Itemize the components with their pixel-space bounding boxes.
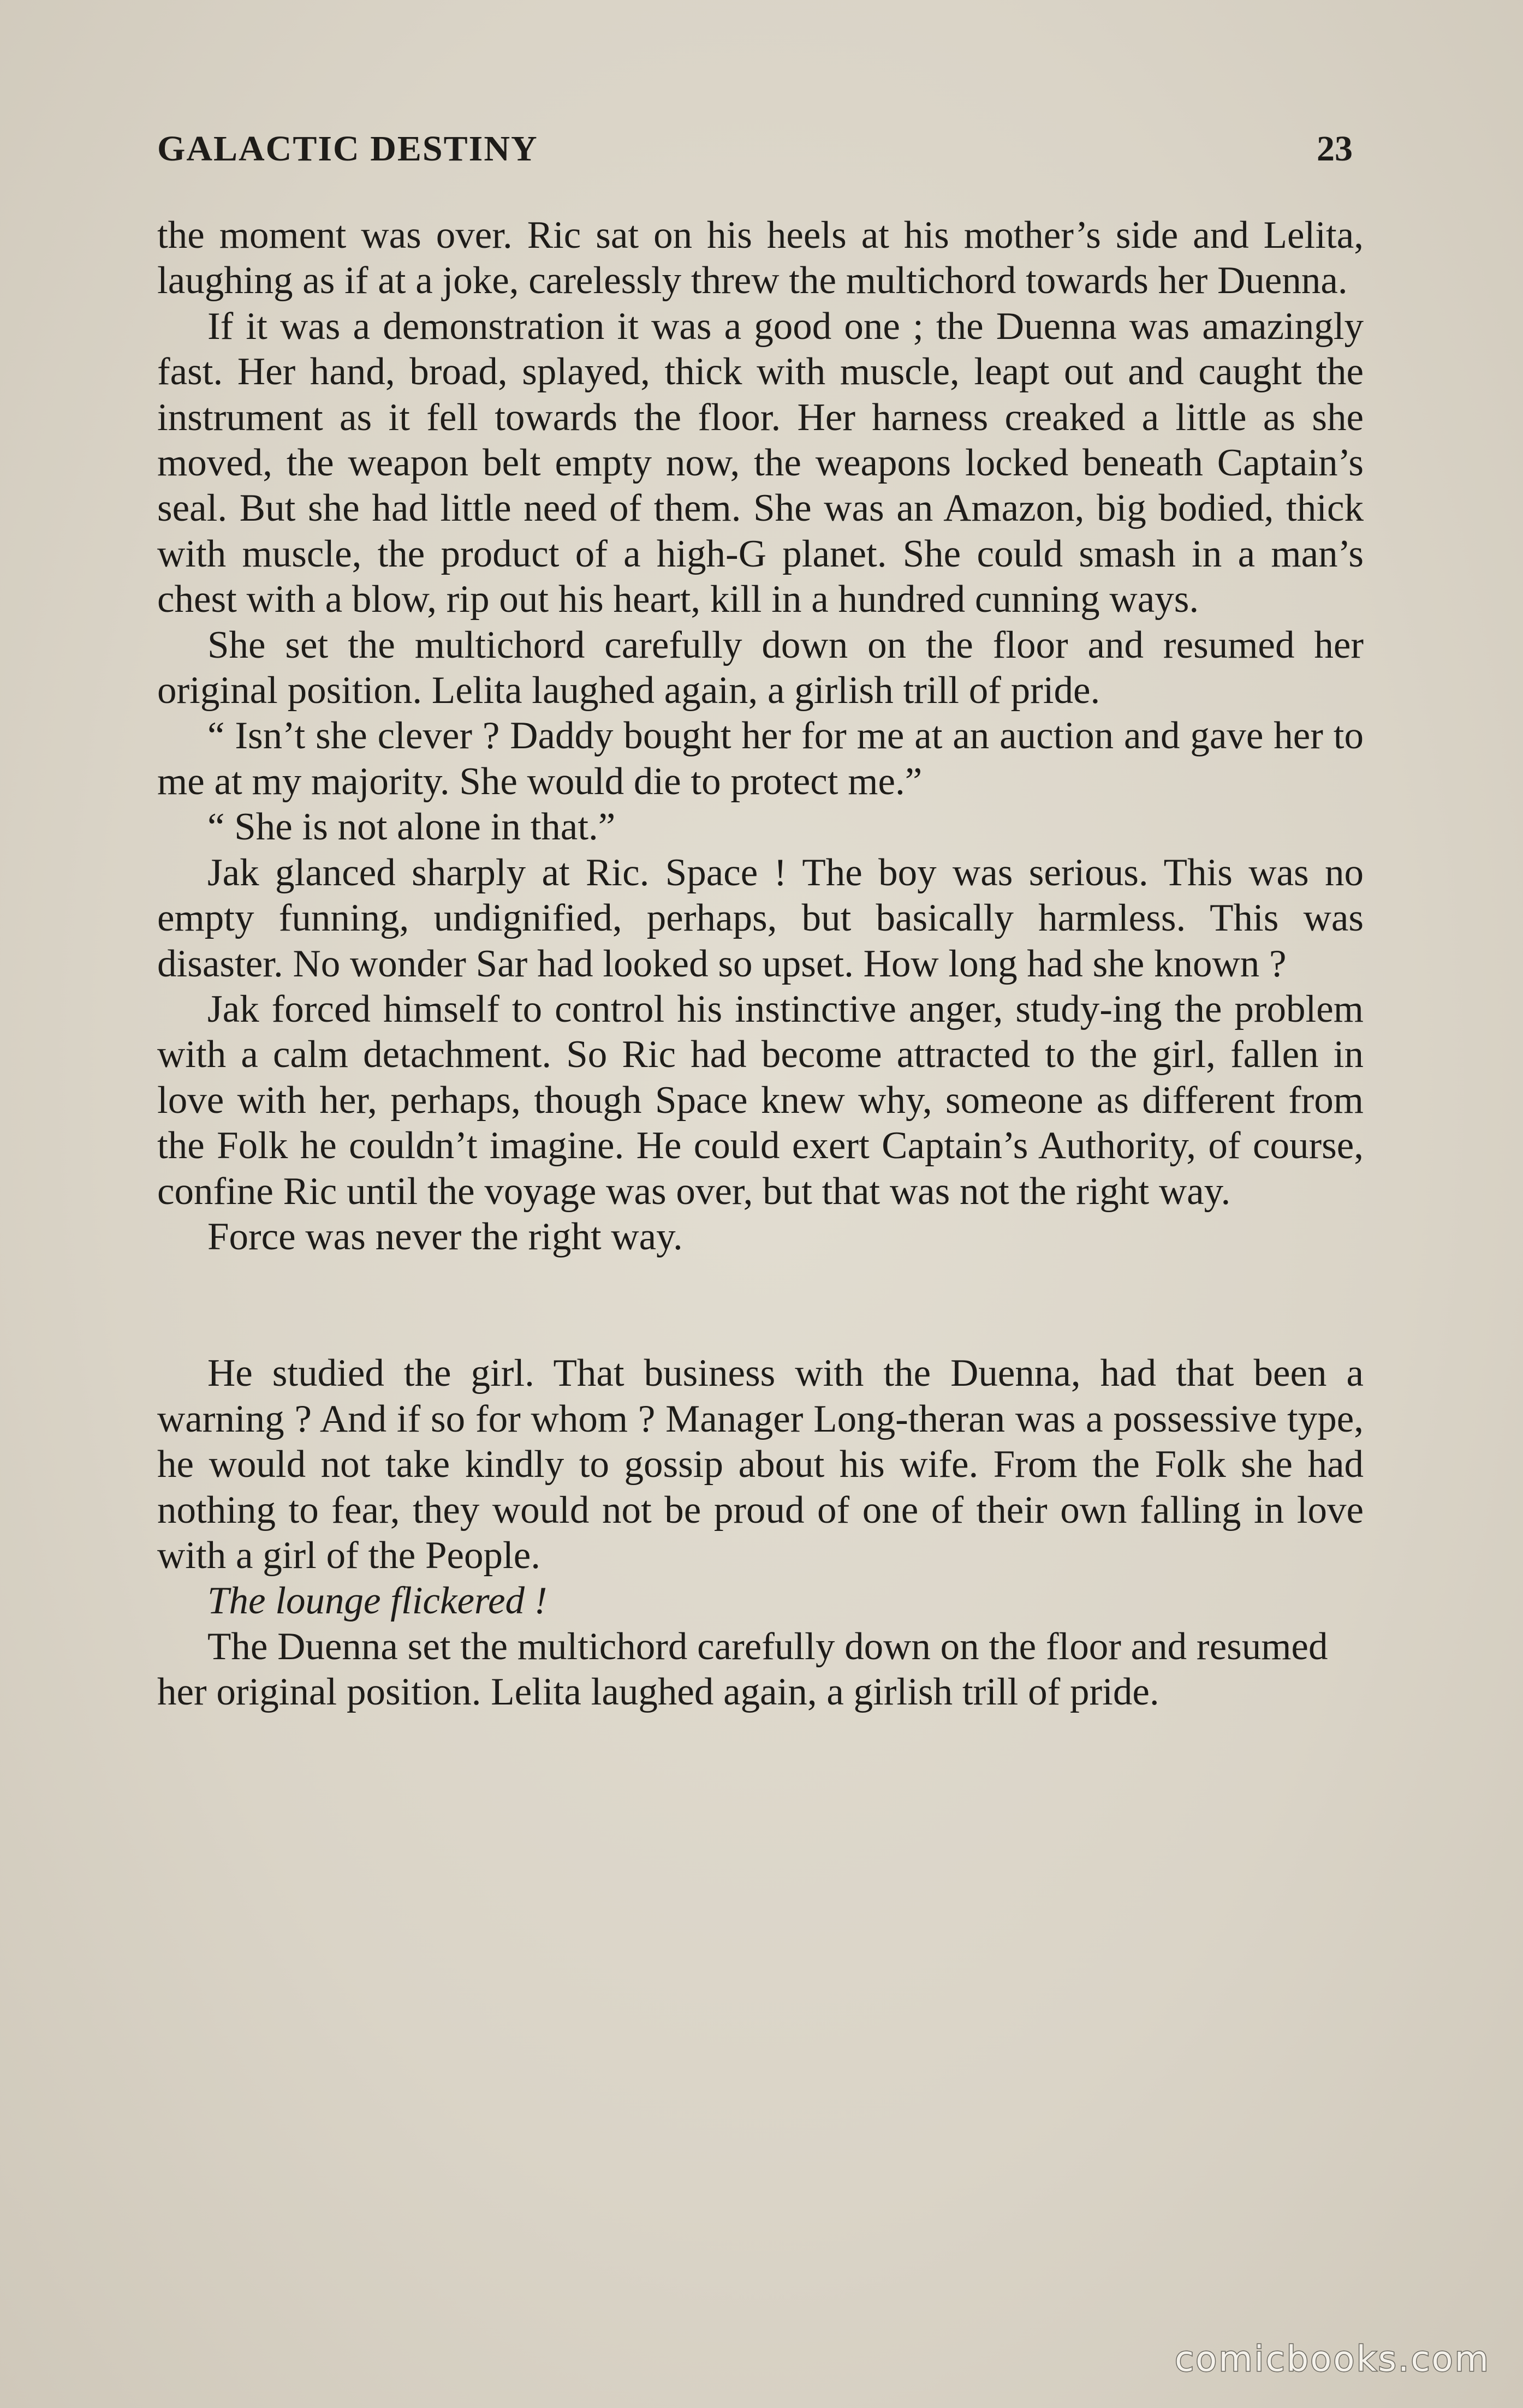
running-title: GALACTIC DESTINY	[157, 129, 538, 169]
section-break	[157, 1260, 1364, 1351]
paragraph-5: “ She is not alone in that.”	[207, 806, 616, 849]
paragraph-4: “ Isn’t she clever ? Daddy bought her for me at an auction and gave her to me at my majority. She would die to protect me.”	[157, 714, 1364, 803]
page-header	[157, 124, 1353, 174]
paragraph-8: Force was never the right way.	[207, 1215, 683, 1258]
paragraph-10: The lounge flickered !	[207, 1579, 548, 1623]
paragraph-9: He studied the girl. That business with the Duenna, had that been a warning ? And if so for whom ? Manager Long-theran was a possessive type, he would not take kindly to gossip about his wife. From the Folk she had nothing to fear, they would not be proud of one of their own falling in love with a girl of the People.	[157, 1352, 1364, 1577]
paragraph-1: the moment was over. Ric sat on his heels at his mother’s side and Lelita, laughing as if at a joke, carelessly threw the multichord towards her Duenna.	[157, 214, 1364, 302]
paragraph-2: If it was a demonstration it was a good one ; the Duenna was amazingly fast. Her hand, broad, splayed, thick with muscle, leapt out and caught the instrument as it fell towards the floor. Her harness creaked a little as she moved, the weapon belt empty now, the weapons locked beneath Captain’s seal. But she had little need of them. She was an Amazon, big bodied, thick with muscle, the product of a high-G planet. She could smash in a man’s chest with a blow, rip out his heart, kill in a hundred cunning ways.	[157, 305, 1364, 621]
paragraph-11: The Duenna set the multichord carefully down on the floor and resumed her original position. Lelita laughed again, a girlish trill of pride.	[157, 1625, 1328, 1714]
paragraph-6: Jak glanced sharply at Ric. Space ! The boy was serious. This was no empty funning, undignified, perhaps, but basically harmless. This was disaster. No wonder Sar had looked so upset. How long had she known ?	[157, 851, 1364, 985]
body-text	[157, 213, 1364, 1715]
paragraph-3: She set the multichord carefully down on the floor and resumed her original position. Lelita laughed again, a girlish trill of pride.	[157, 623, 1364, 712]
paragraph-7: Jak forced himself to control his instinctive anger, study-ing the problem with a calm detachment. So Ric had become attracted to the girl, fallen in love with her, perhaps, though Space knew why, someone as different from the Folk he couldn’t imagine. He could exert Captain’s Authority, of course, confine Ric until the voyage was over, but that was not the right way.	[157, 987, 1364, 1213]
watermark-logo: comicbooks.com	[1174, 2339, 1490, 2380]
page-number: 23	[1317, 129, 1353, 169]
